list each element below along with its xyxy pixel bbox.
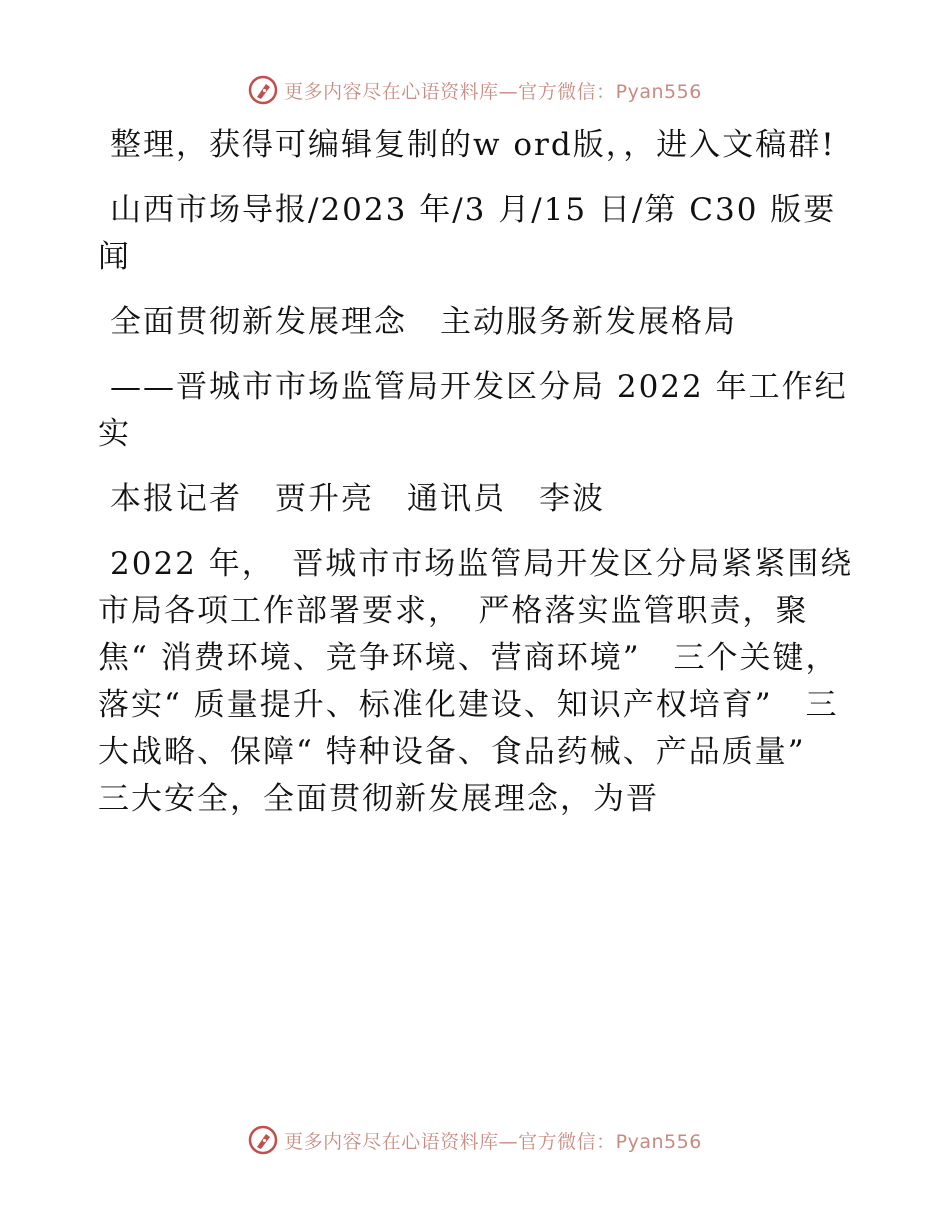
document-body xyxy=(98,122,858,841)
pen-nib-logo-icon xyxy=(248,1125,278,1155)
source-line: 山西市场导报/2023 年/3 月/15 日/第 C30 版要闻 xyxy=(98,192,837,275)
header-watermark xyxy=(0,70,950,110)
body-paragraph: 2022 年， 晋城市市场监管局开发区分局紧紧围绕市局各项工作部署要求， 严格落实监管职责，聚焦“ 消费环境、竞争环境、营商环境” 三个关键，落实“ 质量提升、标准化建设、知识产权培育” 三大战略、保障“ 特种设备、食品药械、产品质量” 三大安全，全面贯彻新发展理念，为晋 xyxy=(98,546,854,817)
watermark-text: 更多内容尽在心语资料库—官方微信：Pyan556 xyxy=(284,80,702,103)
article-title: 全面贯彻新发展理念 主动服务新发展格局 xyxy=(110,304,737,340)
footer-watermark xyxy=(0,1120,950,1160)
byline: 本报记者 贾升亮 通讯员 李波 xyxy=(110,481,605,517)
pen-nib-logo-icon xyxy=(248,75,278,105)
watermark-text: 更多内容尽在心语资料库—官方微信：Pyan556 xyxy=(284,1130,702,1153)
article-subtitle: ——晋城市市场监管局开发区分局 2022 年工作纪实 xyxy=(98,369,848,452)
intro-note: 整理，获得可编辑复制的w ord版，，进入文稿群! xyxy=(110,127,836,163)
